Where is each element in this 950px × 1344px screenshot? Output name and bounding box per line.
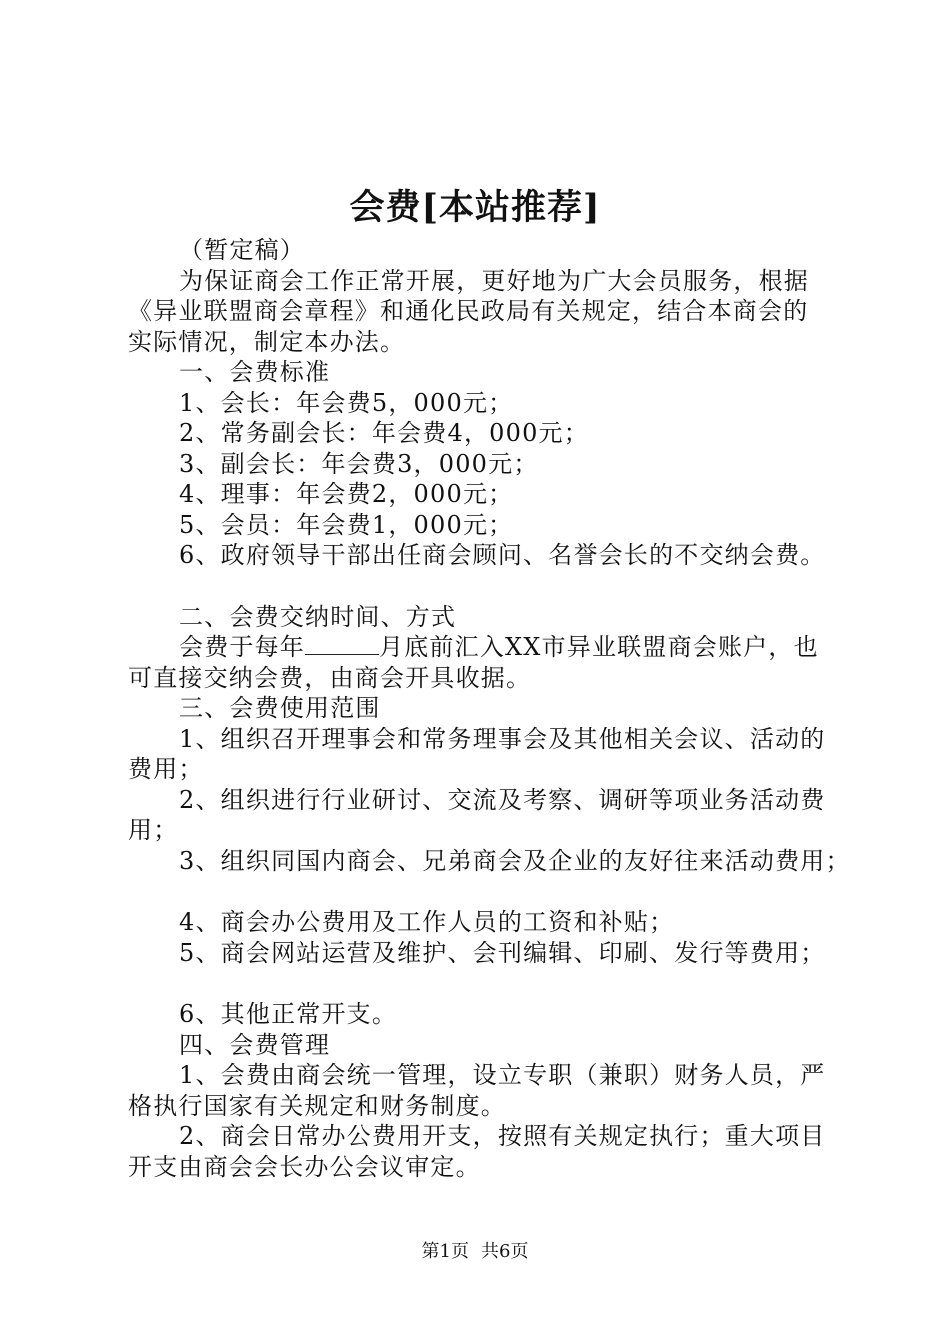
section-heading-usage: 三、会费使用范围 [179,694,381,722]
payment-paragraph-line: 可直接交纳会费，由商会开具收据。 [128,663,532,692]
usage-item-continued: 用； [128,816,179,844]
intro-paragraph-line: 实际情况，制定本办法。 [128,327,406,356]
management-item-continued: 开支由商会会长办公会议审定。 [128,1152,481,1181]
document-body [128,235,858,1182]
fee-item: 2、常务副会长：年会费4，000元； [179,419,589,447]
usage-item: 2、组织进行行业研讨、交流及考察、调研等项业务活动费 [179,785,826,814]
document-title: 会费[本站推荐] [349,187,601,228]
fee-item: 3、副会长：年会费3，000元； [179,449,539,478]
usage-item-continued: 费用； [128,755,204,783]
usage-item: 4、商会办公费用及工作人员的工资和补贴； [179,908,675,936]
fee-item: 4、理事：年会费2，000元； [179,480,514,508]
fee-item: 6、政府领导干部出任商会顾问、名誉会长的不交纳会费。 [179,541,826,569]
usage-item: 6、其他正常开支。 [179,1000,398,1028]
payment-text-end: 月底前汇入XX市异业联盟商会账户，也 [379,633,819,661]
section-heading-payment: 二、会费交纳时间、方式 [179,602,457,631]
management-item-continued: 格执行国家有关规定和财务制度。 [128,1091,506,1120]
paragraph-gap [128,571,858,602]
page-number: 第1页 [421,1241,469,1262]
usage-item: 3、组织同国内商会、兄弟商会及企业的友好往来活动费用； [179,846,851,875]
paragraph-gap [128,968,858,999]
payment-text-start: 会费于每年 [179,633,305,661]
management-item: 1、会费由商会统一管理，设立专职（兼职）财务人员，严 [179,1061,826,1089]
usage-item: 1、组织召开理事会和常务理事会及其他相关会议、活动的 [179,724,826,753]
intro-paragraph-line: 为保证商会工作正常开展，更好地为广大会员服务，根据 [179,266,809,295]
blank-field [305,634,379,655]
page-total: 共6页 [481,1241,529,1262]
intro-paragraph-line: 《异业联盟商会章程》和通化民政局有关规定，结合本商会的 [128,297,809,325]
fee-item: 1、会长：年会费5，000元； [179,388,514,417]
page-footer [0,1240,950,1264]
fee-item: 5、会员：年会费1，000元； [179,510,514,539]
paragraph-gap [128,876,858,907]
payment-paragraph-line [128,632,858,663]
management-item: 2、商会日常办公费用开支，按照有关规定执行；重大项目 [179,1122,826,1150]
draft-note: （暂定稿） [179,236,305,264]
usage-item: 5、商会网站运营及维护、会刊编辑、印刷、发行等费用； [179,938,826,967]
section-heading-management: 四、会费管理 [179,1030,331,1059]
section-heading-fee-standard: 一、会费标准 [179,358,331,386]
